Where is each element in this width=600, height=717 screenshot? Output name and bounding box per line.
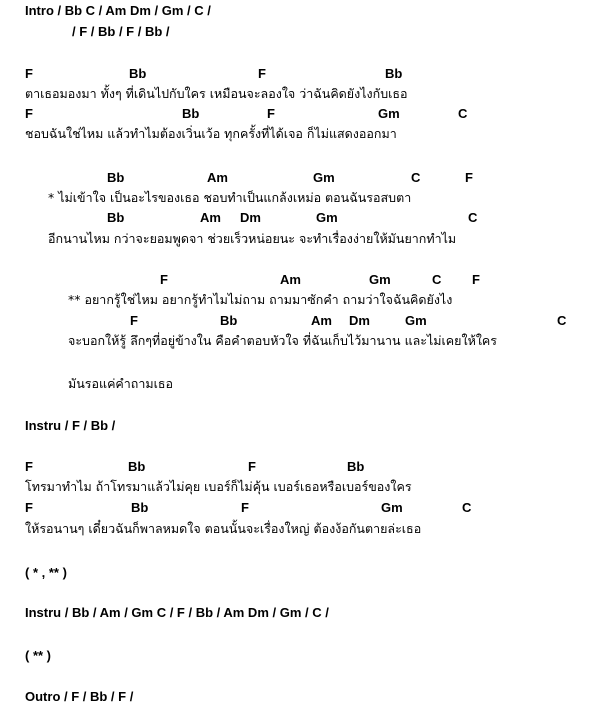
chord: F [25,459,33,474]
chord: F [241,500,249,515]
chord: Bb [131,500,149,515]
intro-line-1: Intro / Bb C / Am Dm / Gm / C / [25,3,211,18]
lyric-line: ให้รอนานๆ เดี๋ยวฉันก็พาลหมดใจ ตอนนั้นจะเรื่องใหญ่ ต้องง้อกันตายล่ะเธอ [25,521,422,536]
chord: C [458,106,468,121]
chord: F [267,106,275,121]
chord: Gm [381,500,403,515]
chord: Bb [128,459,146,474]
instru-line-1: Instru / F / Bb / [25,418,116,433]
chord: F [130,313,138,328]
repeat-marker-2: ( ** ) [25,648,51,663]
lyric-line: ชอบฉันใช่ไหม แล้วทำไมต้องเวิ่นเว้อ ทุกครั้งที่ได้เจอ ก็ไม่แสดงออกมา [25,126,397,141]
lyric-line: * ไม่เข้าใจ เป็นอะไรของเธอ ชอบทำเป็นแกล้งเหม่อ ตอนฉันรอสบตา [48,190,412,205]
chord: Gm [405,313,427,328]
chord: Am [311,313,332,328]
chord: Gm [313,170,335,185]
chord: Am [200,210,221,225]
chord: C [411,170,421,185]
intro-line-2: / F / Bb / F / Bb / [72,24,170,39]
chord: Bb [182,106,200,121]
lyric-line: ** อยากรู้ใช่ไหม อยากรู้ทำไมไม่ถาม ถามมาซักคำ ถามว่าใจฉันคิดยังไง [68,292,453,307]
lyric-line: จะบอกให้รู้ ลึกๆที่อยู่ข้างใน คือคำตอบหัวใจ ที่ฉันเก็บไว้มานาน และไม่เคยให้ใคร [68,333,498,348]
chord: Gm [316,210,338,225]
repeat-marker-1: ( * , ** ) [25,565,67,580]
chord: Bb [385,66,403,81]
chord: F [160,272,168,287]
chord: C [557,313,567,328]
chord: F [25,106,33,121]
chord: F [465,170,473,185]
chord: Bb [107,210,125,225]
chord: Bb [107,170,125,185]
chord: Bb [129,66,147,81]
chord: C [432,272,442,287]
chord: Gm [378,106,400,121]
chord: Am [280,272,301,287]
chord: C [462,500,472,515]
chord: F [472,272,480,287]
lyric-line: ตาเธอมองมา ทั้งๆ ที่เดินไปกับใคร เหมือนจะลองใจ ว่าฉันคิดยังไงกับเธอ [25,86,408,101]
chord: Dm [349,313,370,328]
chord: Bb [220,313,238,328]
lyric-line: อีกนานไหม กว่าจะยอมพูดจา ช่วยเร็วหน่อยนะ จะทำเรื่องง่ายให้มันยากทำไม [48,231,457,246]
chord: F [25,66,33,81]
chord: Dm [240,210,261,225]
outro-line: Outro / F / Bb / F / [25,689,134,704]
chord: Bb [347,459,365,474]
instru-line-2: Instru / Bb / Am / Gm C / F / Bb / Am Dm / Gm / C / [25,605,329,620]
lyric-line: โทรมาทำไม ถ้าโทรมาแล้วไม่คุย เบอร์ก็ไม่คุ้น เบอร์เธอหรือเบอร์ของใคร [25,479,412,494]
chord: F [248,459,256,474]
lyric-line: มันรอแค่คำถามเธอ [68,376,174,391]
chord: F [25,500,33,515]
chord: Gm [369,272,391,287]
chord: C [468,210,478,225]
chord: F [258,66,266,81]
chord: Am [207,170,228,185]
